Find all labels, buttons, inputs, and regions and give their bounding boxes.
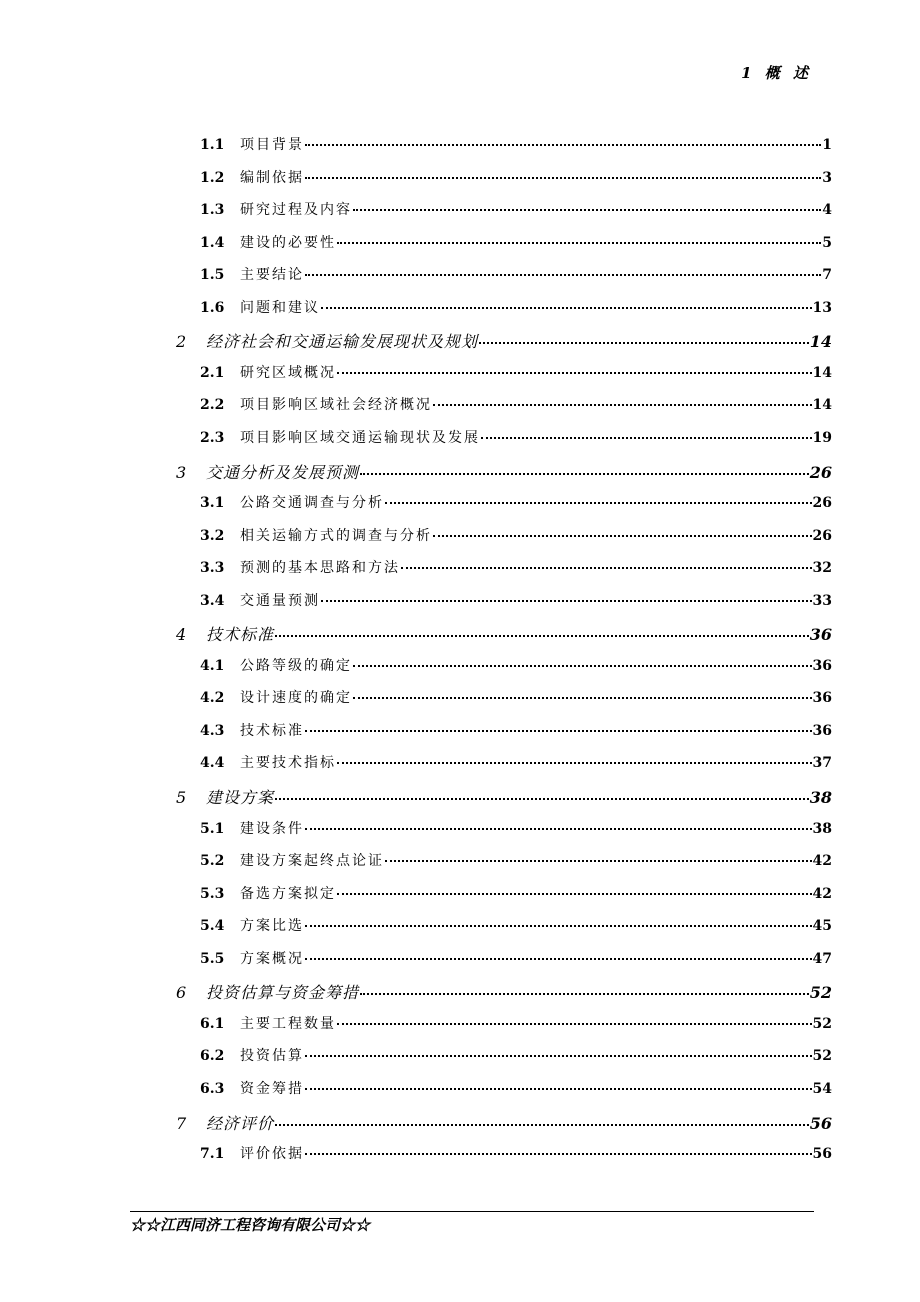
toc-entry-number: 6.3 [200,1081,225,1097]
toc-dot-leader [305,924,812,927]
toc-entry-title: 设计速度的确定 [240,690,352,706]
toc-section-entry[interactable] [200,492,832,512]
toc-entry-page-number: 38 [809,788,832,807]
toc-entry-page-number: 52 [812,1016,832,1032]
toc-entry-number: 2.1 [200,365,225,381]
toc-section-entry[interactable] [200,687,832,707]
toc-entry-number: 3.3 [200,560,225,576]
toc-entry-title: 问题和建议 [240,300,320,316]
toc-entry-number: 1.1 [200,137,225,153]
toc-entry-number: 1.2 [200,170,225,186]
toc-entry-number: 4.4 [200,755,225,771]
toc-dot-leader [305,1152,812,1155]
toc-dot-leader [337,371,812,374]
toc-dot-leader [275,1123,809,1126]
toc-chapter-entry[interactable] [176,1111,832,1134]
toc-entry-title: 建设的必要性 [240,235,336,251]
toc-dot-leader [433,403,812,406]
toc-entry-title: 投资估算与资金筹措 [206,983,360,1002]
toc-entry-page-number: 14 [809,332,832,351]
toc-entry-title: 投资估算 [240,1048,304,1064]
toc-entry-page-number: 36 [812,690,832,706]
toc-dot-leader [305,729,812,732]
toc-entry-number: 2 [176,332,187,351]
toc-entry-page-number: 42 [812,853,832,869]
toc-dot-leader [353,208,821,211]
toc-section-entry[interactable] [200,1143,832,1163]
toc-entry-number: 5.3 [200,886,225,902]
toc-entry-title: 主要工程数量 [240,1016,336,1032]
toc-entry-title: 交通分析及发展预测 [206,463,360,482]
toc-section-entry[interactable] [200,427,832,447]
toc-dot-leader [337,1022,812,1025]
toc-entry-number: 5.4 [200,918,225,934]
toc-entry-number: 6 [176,983,187,1002]
toc-entry-title: 交通量预测 [240,593,320,609]
toc-section-entry[interactable] [200,720,832,740]
toc-dot-leader [337,761,812,764]
toc-section-entry[interactable] [200,167,832,187]
toc-chapter-entry[interactable] [176,329,832,352]
toc-entry-page-number: 56 [809,1114,832,1133]
toc-dot-leader [481,436,812,439]
toc-entry-title: 技术标准 [240,723,304,739]
toc-entry-title: 建设方案 [206,788,275,807]
toc-entry-title: 方案比选 [240,918,304,934]
toc-entry-title: 经济评价 [206,1114,275,1133]
toc-entry-title: 项目影响区域社会经济概况 [240,397,432,413]
toc-entry-page-number: 13 [812,300,832,316]
toc-chapter-entry[interactable] [176,980,832,1003]
toc-section-entry[interactable] [200,948,832,968]
toc-section-entry[interactable] [200,1078,832,1098]
toc-section-entry[interactable] [200,818,832,838]
toc-entry-page-number: 33 [812,593,832,609]
toc-entry-number: 4.1 [200,658,225,674]
toc-dot-leader [305,143,821,146]
toc-section-entry[interactable] [200,134,832,154]
toc-entry-title: 预测的基本思路和方法 [240,560,400,576]
toc-entry-number: 6.2 [200,1048,225,1064]
toc-dot-leader [305,1087,812,1090]
footer-divider [130,1211,814,1212]
toc-section-entry[interactable] [200,557,832,577]
toc-dot-leader [353,696,812,699]
toc-entry-page-number: 42 [812,886,832,902]
toc-dot-leader [360,992,809,995]
toc-entry-title: 评价依据 [240,1146,304,1162]
toc-entry-page-number: 32 [812,560,832,576]
toc-entry-title: 技术标准 [206,625,275,644]
toc-dot-leader [360,472,809,475]
toc-section-entry[interactable] [200,655,832,675]
toc-entry-page-number: 26 [809,463,832,482]
toc-entry-title: 研究区域概况 [240,365,336,381]
toc-chapter-entry[interactable] [176,460,832,483]
toc-entry-number: 4.3 [200,723,225,739]
toc-chapter-entry[interactable] [176,785,832,808]
toc-entry-title: 建设方案起终点论证 [240,853,384,869]
toc-section-entry[interactable] [200,232,832,252]
toc-dot-leader [305,176,821,179]
toc-entry-page-number: 14 [812,365,832,381]
toc-entry-number: 5.1 [200,821,225,837]
toc-dot-leader [337,241,821,244]
toc-entry-page-number: 26 [812,495,832,511]
toc-entry-page-number: 36 [812,723,832,739]
toc-entry-page-number: 3 [822,170,832,186]
toc-section-entry[interactable] [200,850,832,870]
toc-dot-leader [305,1054,812,1057]
toc-entry-title: 公路等级的确定 [240,658,352,674]
toc-entry-number: 3.1 [200,495,225,511]
toc-dot-leader [385,859,812,862]
toc-section-entry[interactable] [200,915,832,935]
toc-section-entry[interactable] [200,525,832,545]
running-header: 1 概 述 [741,64,812,82]
toc-entry-page-number: 37 [812,755,832,771]
toc-section-entry[interactable] [200,394,832,414]
toc-entry-number: 1.3 [200,202,225,218]
toc-section-entry[interactable] [200,264,832,284]
toc-entry-number: 2.2 [200,397,225,413]
toc-dot-leader [479,341,809,344]
footer-company-name: ☆☆江西同济工程咨询有限公司☆☆ [130,1216,371,1234]
toc-entry-page-number: 38 [812,821,832,837]
toc-entry-number: 3.4 [200,593,225,609]
toc-entry-title: 研究过程及内容 [240,202,352,218]
toc-dot-leader [353,664,812,667]
toc-entry-page-number: 7 [822,267,832,283]
toc-entry-title: 相关运输方式的调查与分析 [240,528,432,544]
toc-entry-number: 7 [176,1114,187,1133]
toc-entry-title: 项目背景 [240,137,304,153]
toc-entry-title: 备选方案拟定 [240,886,336,902]
toc-entry-page-number: 47 [812,951,832,967]
toc-entry-title: 编制依据 [240,170,304,186]
toc-section-entry[interactable] [200,1013,832,1033]
toc-entry-page-number: 5 [822,235,832,251]
toc-entry-title: 项目影响区域交通运输现状及发展 [240,430,480,446]
toc-entry-title: 建设条件 [240,821,304,837]
toc-dot-leader [305,273,821,276]
toc-entry-title: 主要技术指标 [240,755,336,771]
toc-section-entry[interactable] [200,199,832,219]
toc-dot-leader [305,827,812,830]
toc-entry-title: 主要结论 [240,267,304,283]
toc-entry-number: 4.2 [200,690,225,706]
toc-dot-leader [433,534,812,537]
toc-section-entry[interactable] [200,883,832,903]
toc-entry-number: 4 [176,625,187,644]
toc-entry-page-number: 45 [812,918,832,934]
toc-entry-page-number: 26 [812,528,832,544]
toc-entry-page-number: 52 [812,1048,832,1064]
toc-section-entry[interactable] [200,1045,832,1065]
toc-dot-leader [401,566,812,569]
toc-entry-number: 1.5 [200,267,225,283]
toc-entry-page-number: 52 [809,983,832,1002]
toc-dot-leader [275,634,809,637]
toc-entry-number: 5.5 [200,951,225,967]
toc-dot-leader [337,892,812,895]
toc-section-entry[interactable] [200,590,832,610]
toc-entry-number: 3.2 [200,528,225,544]
toc-entry-page-number: 54 [812,1081,832,1097]
toc-entry-title: 经济社会和交通运输发展现状及规划 [206,332,479,351]
toc-entry-page-number: 19 [812,430,832,446]
toc-entry-number: 5.2 [200,853,225,869]
toc-entry-number: 1.6 [200,300,225,316]
toc-entry-number: 3 [176,463,187,482]
toc-section-entry[interactable] [200,362,832,382]
toc-entry-page-number: 36 [809,625,832,644]
toc-entry-page-number: 36 [812,658,832,674]
toc-entry-page-number: 14 [812,397,832,413]
toc-entry-number: 7.1 [200,1146,225,1162]
toc-entry-title: 资金筹措 [240,1081,304,1097]
toc-entry-number: 2.3 [200,430,225,446]
toc-dot-leader [321,306,812,309]
toc-dot-leader [305,957,812,960]
toc-entry-title: 公路交通调查与分析 [240,495,384,511]
toc-dot-leader [275,797,809,800]
toc-section-entry[interactable] [200,297,832,317]
toc-entry-number: 5 [176,788,187,807]
toc-dot-leader [385,501,812,504]
toc-entry-page-number: 1 [822,137,832,153]
toc-dot-leader [321,599,812,602]
toc-entry-page-number: 4 [822,202,832,218]
toc-chapter-entry[interactable] [176,622,832,645]
toc-entry-number: 1.4 [200,235,225,251]
toc-entry-number: 6.1 [200,1016,225,1032]
toc-section-entry[interactable] [200,752,832,772]
toc-entry-page-number: 56 [812,1146,832,1162]
toc-entry-title: 方案概况 [240,951,304,967]
